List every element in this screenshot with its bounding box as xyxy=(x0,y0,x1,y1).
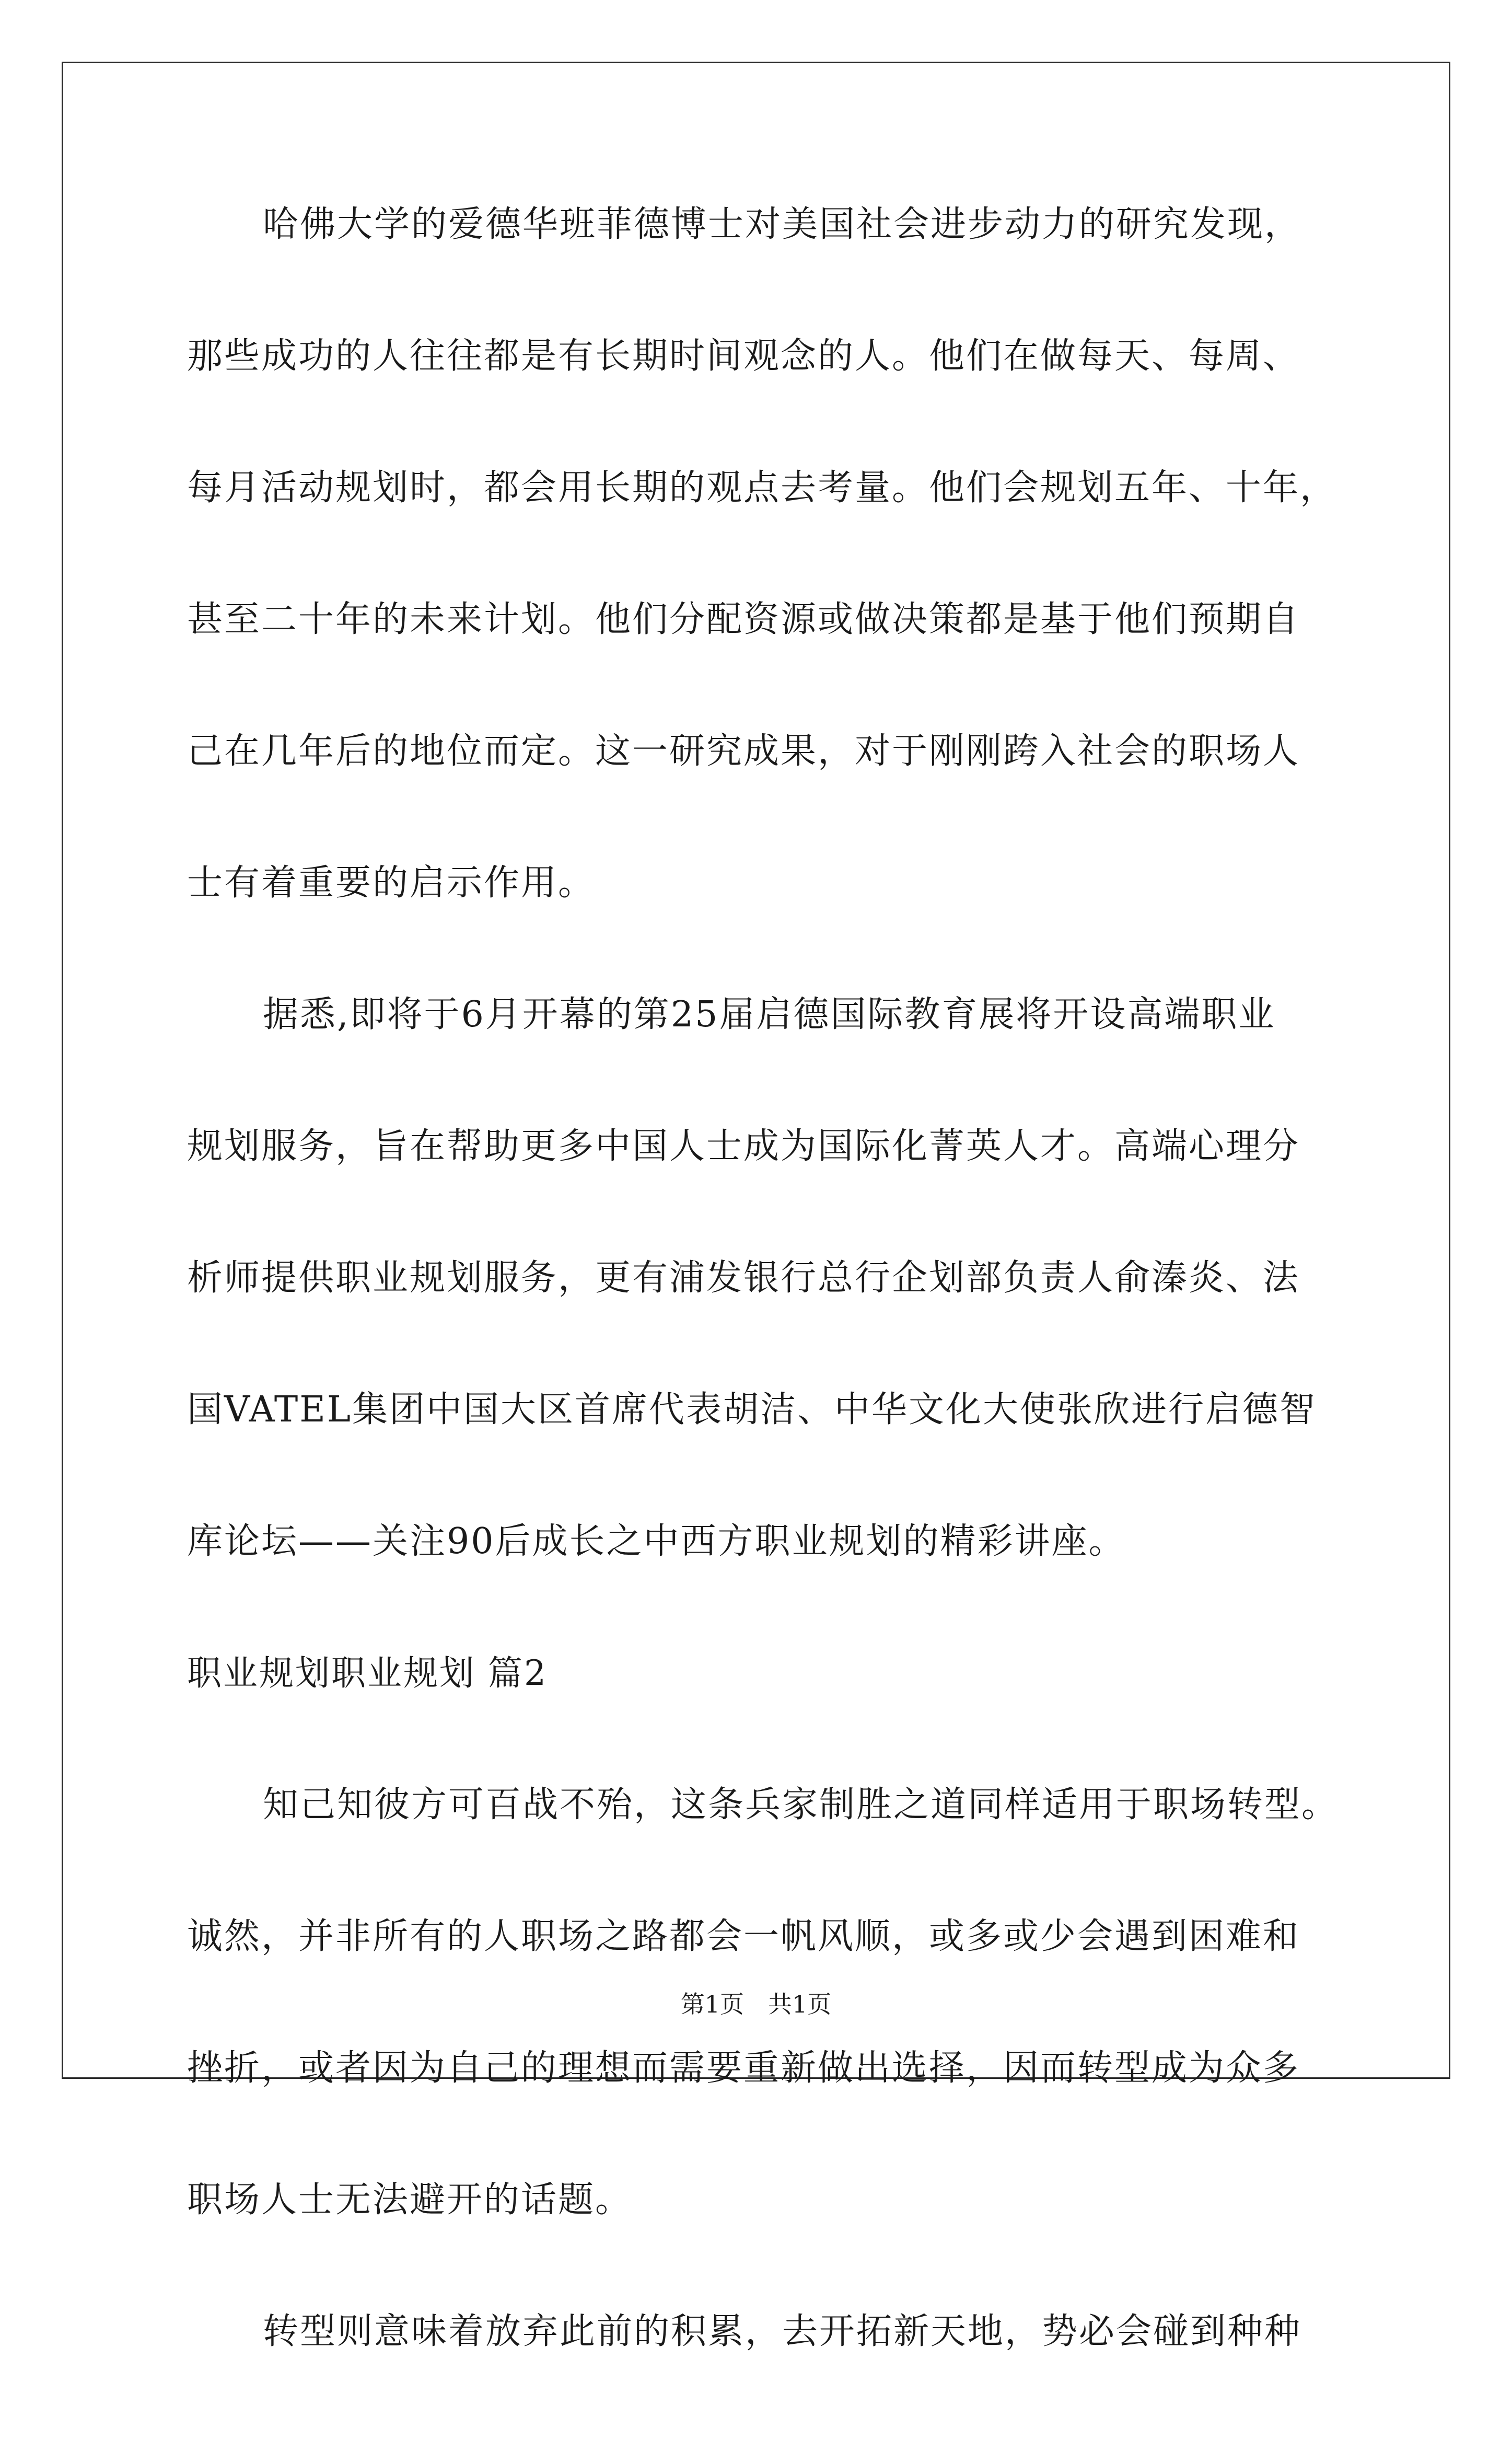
text-line: 规划服务，旨在帮助更多中国人士成为国际化菁英人才。高端心理分 xyxy=(187,1126,1300,1167)
text-line: 诚然，并非所有的人职场之路都会一帆风顺，或多或少会遇到困难和 xyxy=(187,1916,1300,1957)
text-line: 析师提供职业规划服务，更有浦发银行总行企划部负责人俞溱炎、法 xyxy=(187,1257,1300,1299)
text-line: 那些成功的人往往都是有长期时间观念的人。他们在做每天、每周、 xyxy=(187,336,1300,377)
text-line: 挫折，或者因为自己的理想而需要重新做出选择，因而转型成为众多 xyxy=(187,2048,1300,2089)
text-line: 库论坛——关注90后成长之中西方职业规划的精彩讲座。 xyxy=(187,1521,1126,1562)
paragraph-1 xyxy=(187,201,1389,907)
page-footer: 第1页 共1页 xyxy=(680,1990,832,2018)
text-line: 转型则意味着放弃此前的积累，去开拓新天地，势必会碰到种种 xyxy=(263,2311,1302,2352)
text-line: 每月活动规划时，都会用长期的观点去考量。他们会规划五年、十年， xyxy=(187,467,1337,508)
paragraph-4 xyxy=(187,2308,1389,2355)
text-line: 国VATEL集团中国大区首席代表胡洁、中华文化大使张欣进行启德智 xyxy=(187,1389,1317,1430)
section-heading: 职业规划职业规划 篇2 xyxy=(187,1653,548,1693)
text-line: 己在几年后的地位而定。这一研究成果，对于刚刚跨入社会的职场人 xyxy=(187,731,1300,772)
text-line: 知己知彼方可百战不殆，这条兵家制胜之道同样适用于职场转型。 xyxy=(263,1784,1339,1825)
text-line: 甚至二十年的未来计划。他们分配资源或做决策都是基于他们预期自 xyxy=(187,599,1300,640)
text-line: 哈佛大学的爱德华班菲德博士对美国社会进步动力的研究发现， xyxy=(263,204,1302,245)
text-line: 据悉,即将于6月开幕的第25届启德国际教育展将开设高端职业 xyxy=(263,994,1276,1035)
document-body xyxy=(187,201,1389,2440)
paragraph-2 xyxy=(187,991,1389,1565)
text-line: 士有着重要的启示作用。 xyxy=(187,862,596,904)
text-line: 职场人士无法避开的话题。 xyxy=(187,2179,633,2221)
